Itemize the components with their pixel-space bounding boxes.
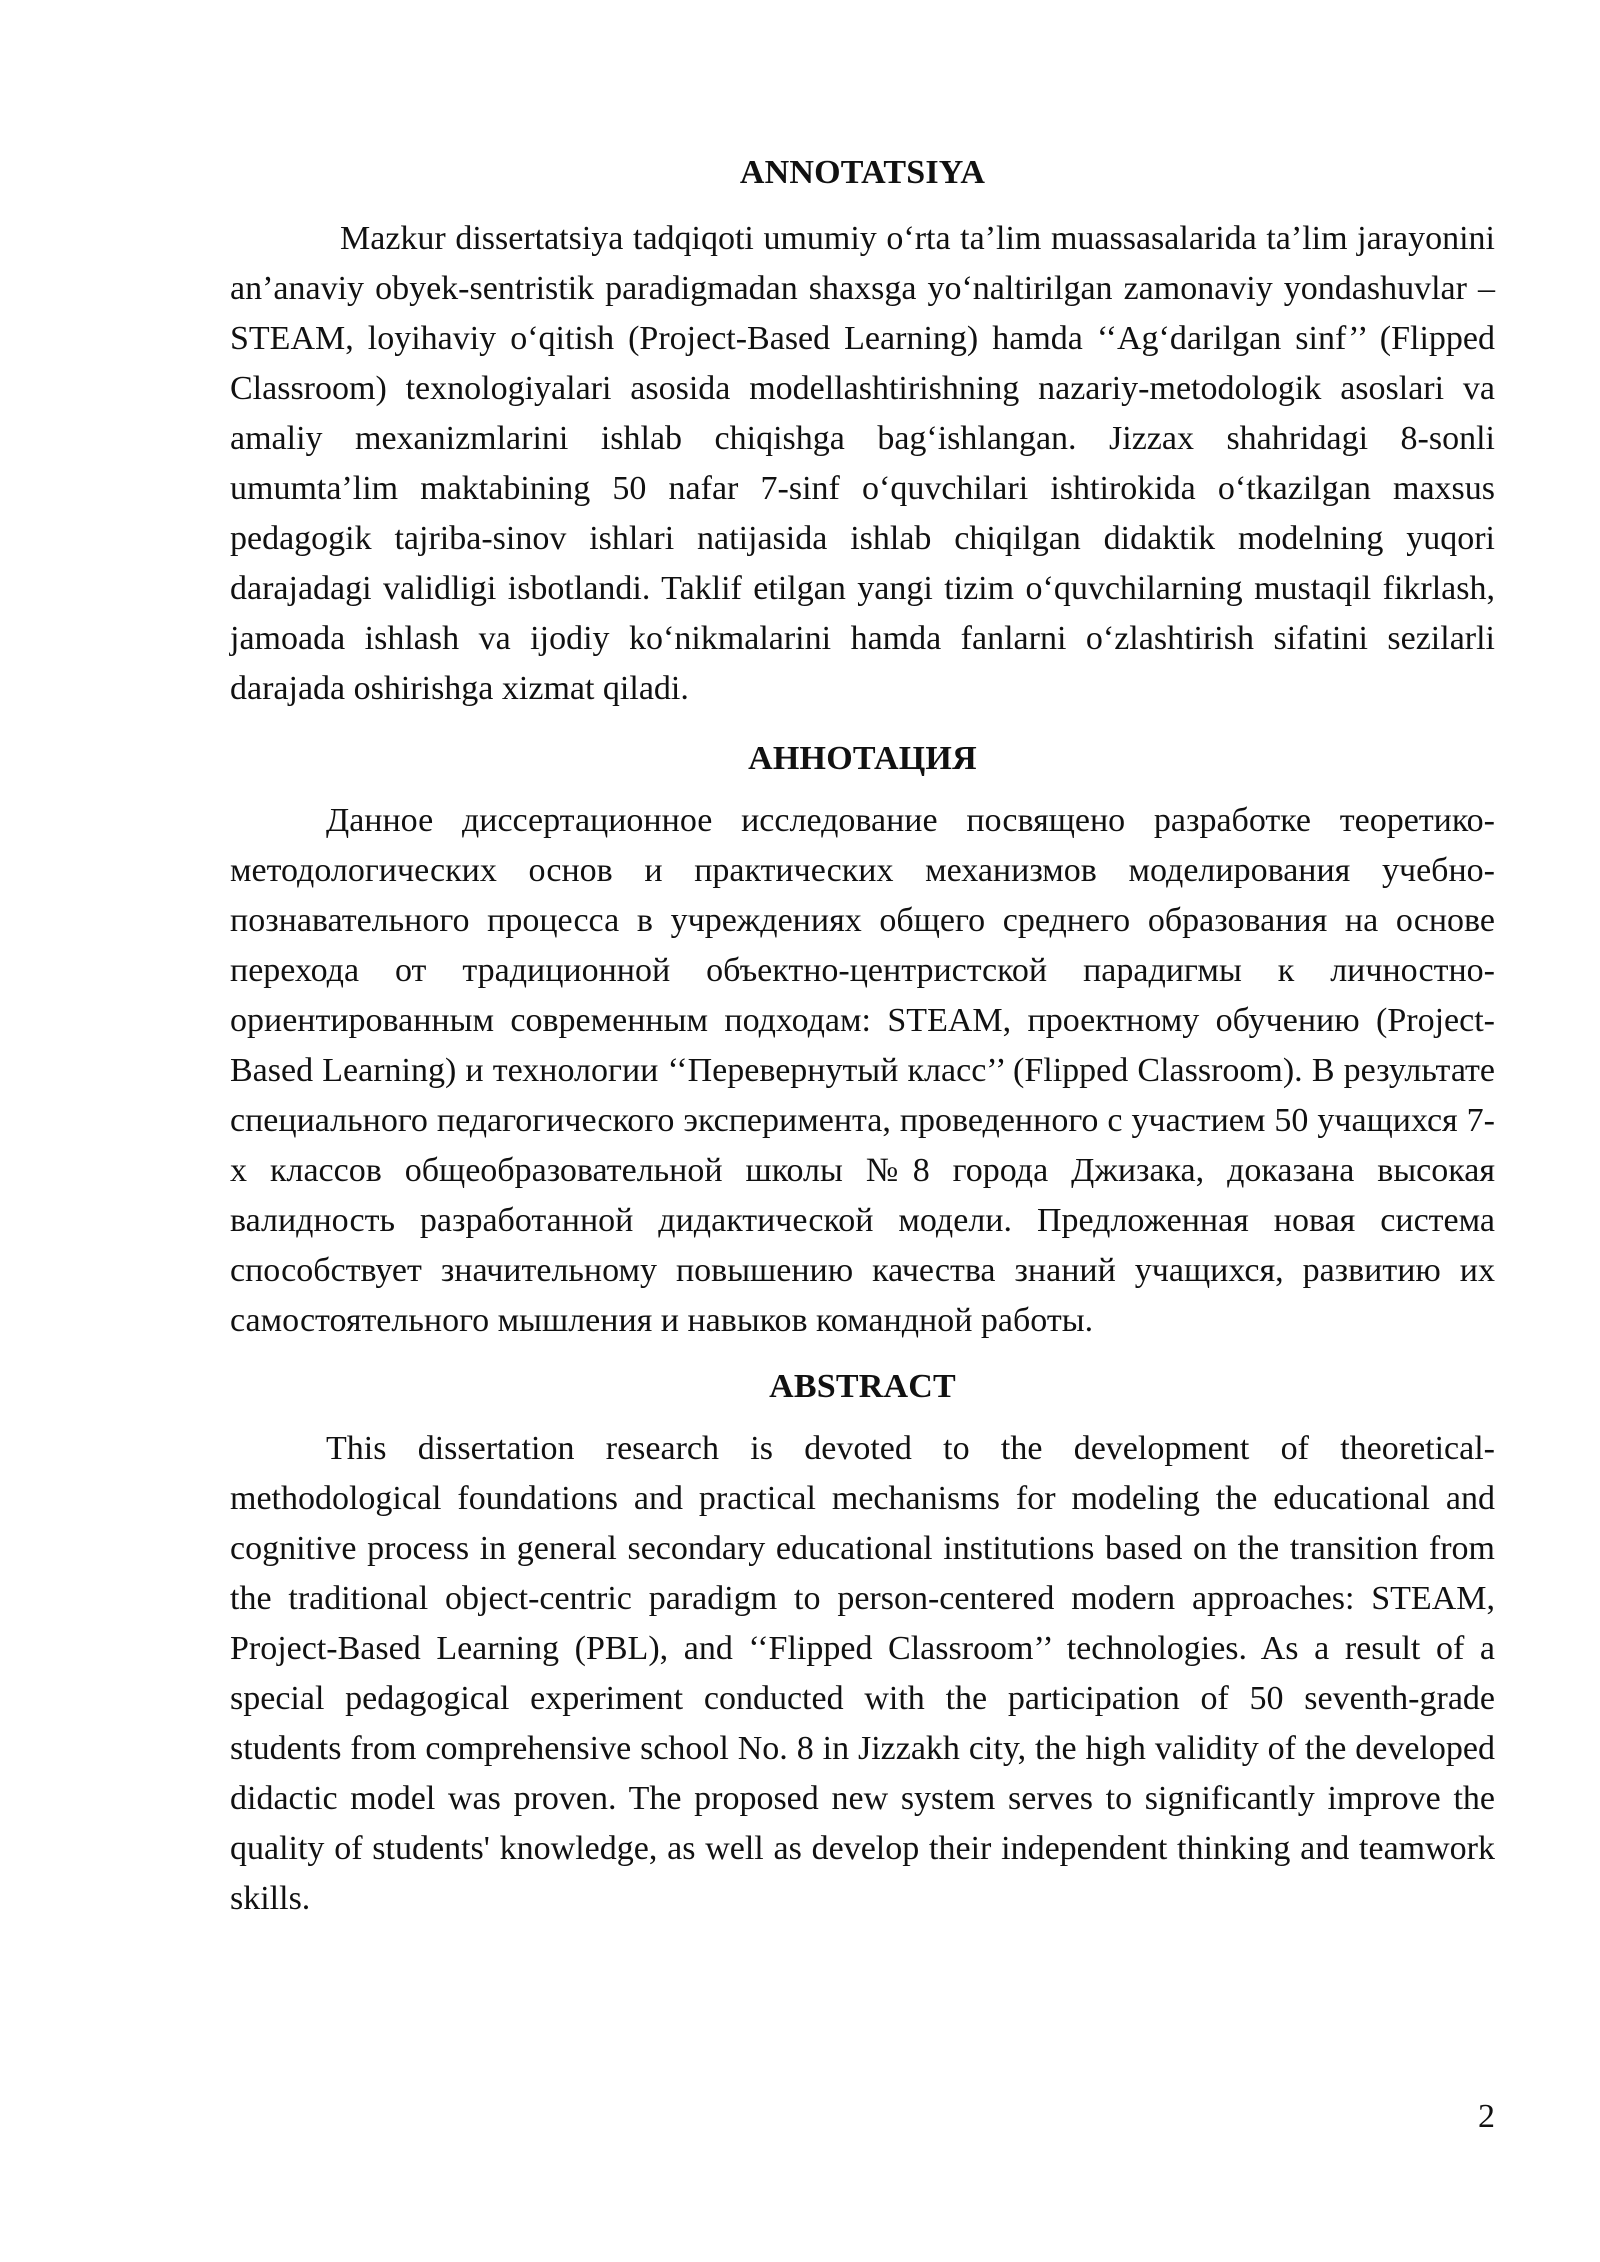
paragraph-russian-abstract: Данное диссертационное исследование посвящено разработке теоретико-методологических основ и практических механизмов моделирования учебно-познавательного процесса в учреждениях общего среднего образования на основе перехода от традиционной объектно-центристской парадигмы к личностно-ориентированным современным подходам: STEAM, проектному обучению (Project-Based Learning) и технологии ‘‘Перевернутый класс’’ (Flipped Classroom). В результате специального педагогического эксперимента, проведенного с участием 50 учащихся 7-х классов общеобразовательной школы №8 города Джизака, доказана высокая валидность разработанной дидактической модели. Предложенная новая система способствует значительному повышению качества знаний учащихся, развитию их самостоятельного мышления и навыков командной работы. [230, 802, 1495, 1339]
page-number: 2 [1478, 2098, 1495, 2135]
paragraph-english-abstract: This dissertation research is devoted to the development of theoretical-methodological foundations and practical mechanisms for modeling the educational and cognitive process in general secondary educational institutions based on the transition from the traditional object-centric paradigm to person-centered modern approaches: STEAM, Project-Based Learning (PBL), and ‘‘Flipped Classroom’’ technologies. As a result of a special pedagogical experiment conducted with the participation of 50 seventh-grade students from comprehensive school No. 8 in Jizzakh city, the high validity of the developed didactic model was proven. The proposed new system serves to significantly improve the quality of students' knowledge, as well as develop their independent thinking and teamwork skills. [230, 1430, 1495, 1917]
heading-annotatsiya: ANNOTATSIYA [739, 154, 986, 191]
page-content [230, 148, 1495, 1924]
paragraph-uzbek-abstract: Mazkur dissertatsiya tadqiqoti umumiy o‘rta ta’lim muassasalarida ta’lim jarayonini an’anaviy obyek-sentristik paradigmadan shaxsga yo‘naltirilgan zamonaviy yondashuvlar – STEAM, loyihaviy o‘qitish (Project-Based Learning) hamda ‘‘Ag‘darilgan sinf’’ (Flipped Classroom) texnologiyalari asosida modellashtirishning nazariy-metodologik asoslari va amaliy mexanizmlarini ishlab chiqishga bag‘ishlangan. Jizzax shahridagi 8-sonli umumta’lim maktabining 50 nafar 7-sinf o‘quvchilari ishtirokida o‘tkazilgan maxsus pedagogik tajriba-sinov ishlari natijasida ishlab chiqilgan didaktik modelning yuqori darajadagi validligi isbotlandi. Taklif etilgan yangi tizim o‘quvchilarning mustaqil fikrlash, jamoada ishlash va ijodiy ko‘nikmalarini hamda fanlarni o‘zlashtirish sifatini sezilarli darajada oshirishga xizmat qiladi. [230, 220, 1495, 707]
heading-annotaciya-russian: АННОТАЦИЯ [748, 740, 977, 777]
heading-abstract: ABSTRACT [769, 1368, 956, 1405]
